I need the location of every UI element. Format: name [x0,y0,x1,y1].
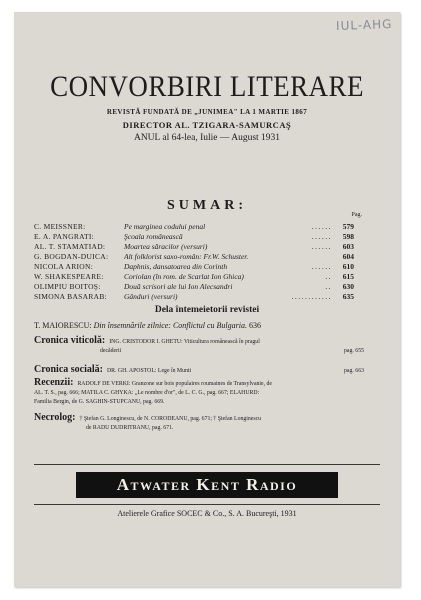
founding-line: REVISTĂ FUNDATĂ DE „JUNIMEA" LA 1 MARTIE 1867 [106,108,308,116]
divider-top [34,464,380,465]
toc-author: OLIMPIU BOITOŞ: [34,282,101,291]
viticultural-chronicle [34,335,364,356]
obituary-line-2: de RADU DUDRITRANU, pag. 671. [86,425,174,431]
reviews-block [34,377,364,407]
toc-page: 635 [342,292,354,301]
toc-title: Două scrisori ale lui Ion Alecsandri [124,282,233,291]
toc-entry [34,272,354,282]
toc-leader: ...... [311,242,332,251]
handwritten-shelf-mark: IUL-AHG [335,17,393,33]
toc-title: Daphnis, dansatoarea din Corinth [124,262,228,271]
viticultural-cont [34,347,364,356]
toc-page: 604 [342,252,354,261]
toc-page: 598 [342,232,354,241]
viticultural-row [34,335,364,347]
reviews-line-3: Familia Bergin, de G. SAGHIN-STUPCANU, pag. 669. [34,399,165,405]
social-left [34,359,191,377]
reviews-row [34,377,364,389]
printer-imprint: Atelierele Grafice SOCEC & Co., S. A. Bucureşti, 1931 [117,509,297,518]
reviews-line-2: AL. T. S., pag. 666; MATILA C. GHYKA: „Le nombre d'or", de L. C. G., pag. 667; ELAHURD: [34,390,260,396]
toc-title: Şcoala românească [124,232,183,241]
obituary-block [34,412,364,433]
social-row [34,359,364,377]
divider-bottom [34,504,380,505]
page-column-label: Pag. [351,212,362,218]
toc-title: Coriolan (în rom. de Scarlat Ion Ghica) [124,272,244,281]
toc-entry [34,282,354,292]
toc-leader: ............ [291,292,332,301]
obituary-heading: Necrolog: [34,412,76,423]
toc-entry [34,232,354,242]
toc-leader: ...... [311,232,332,241]
toc-author: NICOLA ARION: [34,262,94,271]
toc-title: Alt folklorist saxo-român: Fr.W. Schuster. [124,252,249,261]
toc-author: E. A. PANGRATI: [34,232,95,241]
viticultural-heading: Cronica viticolă: [34,335,106,346]
obituary-line-1: † Ştefan G. Longinescu, de N. CORODEANU, pag. 671; † Ştefan Longinescu [79,416,262,422]
toc-leader: .. [325,272,332,281]
toc-entry [34,222,354,232]
magazine-cover [14,12,400,587]
viticultural-page: pag. 655 [344,348,364,354]
issue-line: ANUL al 64-lea, Iulie — August 1931 [133,133,281,143]
toc-author: G. BOGDAN-DUICA: [34,252,109,261]
toc-page: 579 [342,222,354,231]
table-of-contents [34,222,354,302]
toc-entry [34,262,354,272]
social-chronicle [34,359,364,377]
maiorescu-page: 636 [248,321,261,330]
toc-entry [34,292,354,302]
toc-page: 615 [342,272,354,281]
toc-author: SIMONA BASARAB: [34,292,108,301]
toc-author: W. SHAKESPEARE: [34,272,104,281]
toc-page: 603 [342,242,354,251]
toc-leader: ...... [311,262,332,271]
obituary-row [34,412,364,424]
reviews-heading: Recenzii: [34,377,74,388]
viticultural-text: ING. CRISTODOR I. GHETU: Viticultura românească în pragul [109,339,260,345]
toc-leader: .. [325,282,332,291]
masthead-title: CONVORBIRI LITERARE [50,70,364,103]
social-text: DR. GH. APOSTOL: Lege în Munti [106,368,192,374]
maiorescu-author: T. MAIORESCU: [34,321,92,330]
advertisement-banner: Atwater Kent Radio [76,472,338,498]
viticultural-text-cont: decăderii [100,348,122,354]
toc-leader: ...... [311,222,332,231]
contents-heading: SUMAR: [167,198,247,213]
toc-author: C. MEISSNER: [34,222,86,231]
founders-section-heading: Dela întemeietorii revistei [154,305,260,315]
toc-page: 610 [342,262,354,271]
social-page: pag. 663 [344,368,364,374]
toc-entry [34,252,354,262]
director-line: DIRECTOR AL. TZIGARA-SAMURCAŞ [122,120,292,130]
toc-page: 630 [342,282,354,291]
reviews-line-1: RADOLF DE VERKI: Granzone sur bois populaires roumaines de Transylvanie, de [77,381,272,387]
toc-title: Moartea săracilor (versuri) [124,242,208,251]
social-heading: Cronica socială: [34,364,103,375]
toc-title: Gânduri (versuri) [124,292,178,301]
toc-entry [34,242,354,252]
maiorescu-title: Din însemnările zilnice: Conflictul cu Bulgaria. [93,321,247,330]
toc-title: Pe marginea codului penal [124,222,206,231]
toc-author: AL. T. STAMATIAD: [34,242,106,251]
maiorescu-entry [34,321,261,330]
